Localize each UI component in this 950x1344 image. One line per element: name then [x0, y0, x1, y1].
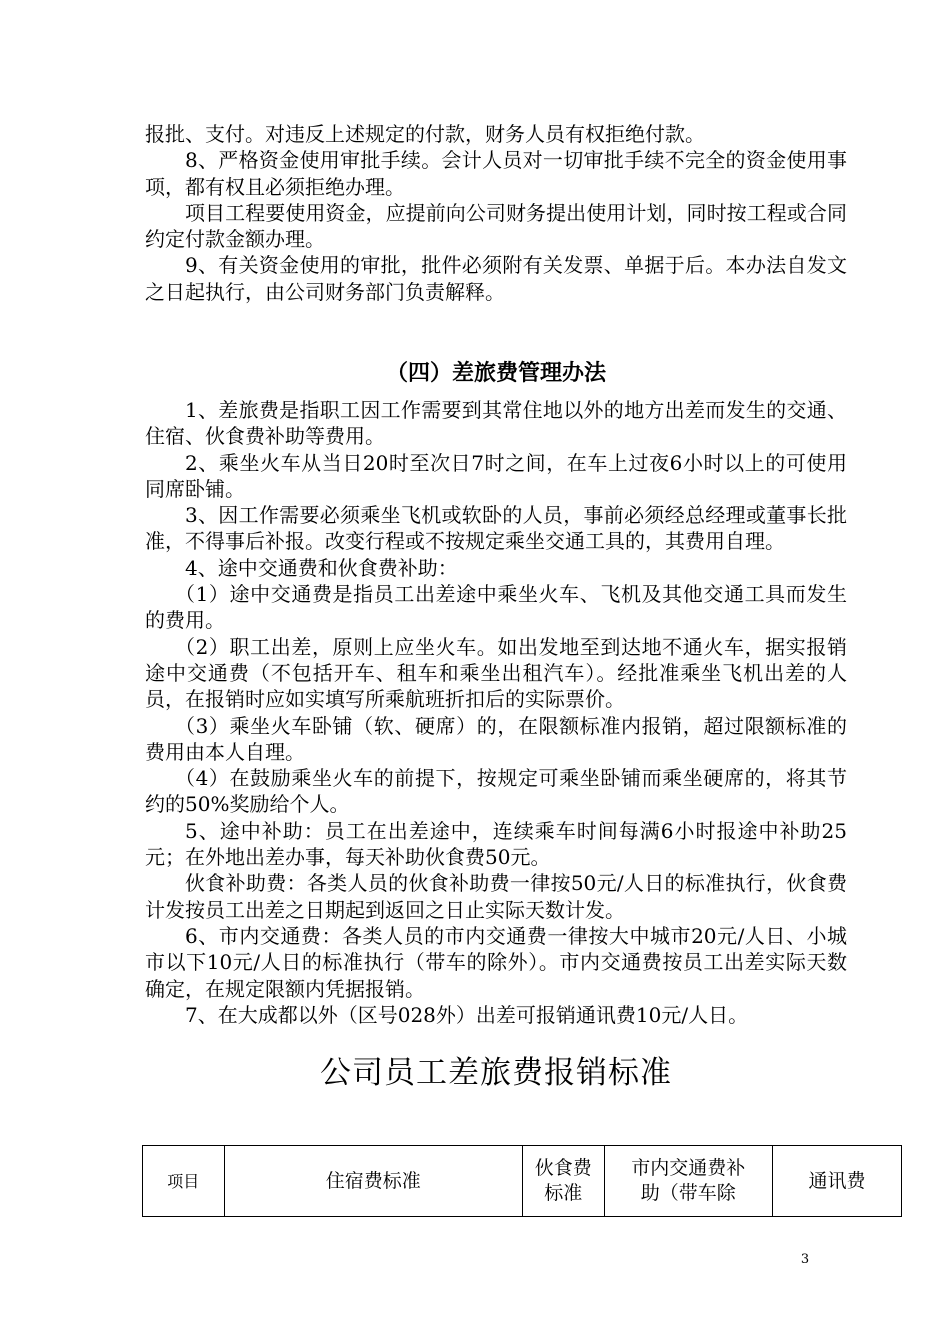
paragraph: 5、途中补助：员工在出差途中，连续乘车时间每满6小时报途中补助25元；在外地出差办事，每天补助伙食费50元。: [145, 818, 847, 870]
paragraph: 伙食补助费：各类人员的伙食补助费一律按50元/人日的标准执行，伙食费计发按员工出差之日期起到返回之日止实际天数计发。: [145, 871, 847, 922]
paragraph: （1）途中交通费是指员工出差途中乘坐火车、飞机及其他交通工具而发生的费用。: [145, 582, 847, 633]
paragraph: 4、途中交通费和伙食费补助：: [185, 555, 458, 580]
header-meal-line1: 伙食费: [534, 1157, 592, 1179]
paragraph: 8、严格资金使用审批手续。会计人员对一切审批手续不完全的资金使用事项，都有权且必须拒绝办理。: [145, 148, 847, 199]
paragraph: 项目工程要使用资金，应提前向公司财务提出使用计划，同时按工程或合同约定付款金额办理。: [145, 200, 847, 252]
header-meal-line2: 标准: [544, 1182, 583, 1204]
header-local-line1: 市内交通费补: [631, 1157, 746, 1179]
paragraph: 3、因工作需要必须乘坐飞机或软卧的人员，事前必须经总经理或董事长批准，不得事后补报。改变行程或不按规定乘坐交通工具的，其费用自理。: [145, 503, 847, 554]
paragraph: 7、在大成都以外（区号028外）出差可报销通讯费10元/人日。: [185, 1002, 749, 1027]
paragraph: 报批、支付。对违反上述规定的付款，财务人员有权拒绝付款。: [145, 122, 705, 146]
header-local-transport: [604, 1146, 772, 1217]
paragraph: 9、有关资金使用的审批，批件必须附有关发票、单据于后。本办法自发文之日起执行，由公司财务部门负责解释。: [145, 253, 847, 304]
section-body: [145, 397, 847, 1028]
paragraph: （4）在鼓励乘坐火车的前提下，按规定可乘坐卧铺而乘坐硬席的，将其节约的50%奖励给个人。: [145, 766, 847, 817]
page-number: 3: [800, 1252, 810, 1267]
reimbursement-standard-table: [142, 1145, 902, 1217]
paragraph: 6、市内交通费：各类人员的市内交通费一律按大中城市20元/人日、小城市以下10元/人日的标准执行（带车的除外）。市内交通费按员工出差实际天数确定，在规定限额内凭据报销。: [145, 923, 847, 1001]
paragraph: （2）职工出差，原则上应坐火车。如出发地至到达地不通火车，据实报销途中交通费（不包括开车、租车和乘坐出租汽车）。经批准乘坐飞机出差的人员，在报销时应如实填写所乘航班折扣后的实际票价。: [145, 634, 847, 712]
paragraph: 1、差旅费是指职工因工作需要到其常住地以外的地方出差而发生的交通、住宿、伙食费补助等费用。: [145, 398, 847, 449]
continuation-text: [145, 121, 847, 305]
section-heading: （四）差旅费管理办法: [385, 360, 606, 386]
paragraph: 2、乘坐火车从当日20时至次日7时之间，在车上过夜6小时以上的可使用同席卧铺。: [145, 450, 847, 501]
header-communication: 通讯费: [772, 1146, 901, 1217]
table-header-row: [143, 1146, 902, 1217]
header-lodging: 住宿费标准: [224, 1146, 522, 1217]
header-local-line2: 助（带车除: [640, 1182, 736, 1204]
table-title: 公司员工差旅费报销标准: [320, 1055, 672, 1091]
header-meal: [523, 1146, 605, 1217]
header-item: 项目: [143, 1146, 225, 1217]
paragraph: （3）乘坐火车卧铺（软、硬席）的，在限额标准内报销，超过限额标准的费用由本人自理。: [145, 713, 847, 764]
